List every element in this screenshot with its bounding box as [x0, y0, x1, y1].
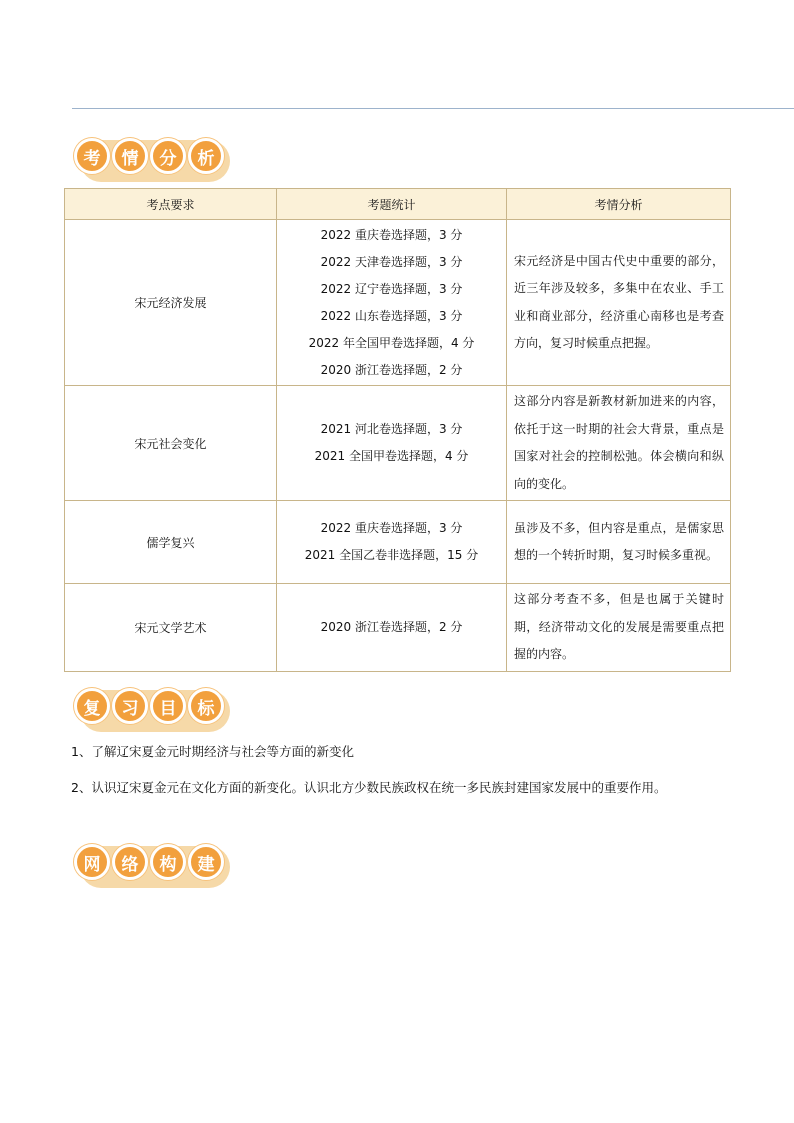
table-row: [65, 220, 731, 386]
table-header-row: [65, 189, 731, 220]
stat-line: 2020 浙江卷选择题，2 分: [320, 619, 463, 634]
analysis-cell: 这部分内容是新教材新加进来的内容，依托于这一时期的社会大背景，重点是国家对社会的控制松弛。体会横向和纵向的变化。: [507, 386, 731, 501]
section-title-char: 情: [112, 138, 148, 174]
section-title-char: 考: [74, 138, 110, 174]
stat-line: 2022 天津卷选择题，3 分: [320, 254, 463, 269]
section-title-network: [74, 840, 226, 884]
section-title-char: 习: [112, 688, 148, 724]
topic-cell: 宋元社会变化: [65, 386, 277, 501]
table-row: [65, 584, 731, 672]
topic-cell: 宋元文学艺术: [65, 584, 277, 672]
column-header-stats: 考题统计: [277, 189, 507, 220]
stat-line: 2022 年全国甲卷选择题，4 分: [308, 335, 475, 350]
stat-line: 2021 全国甲卷选择题，4 分: [314, 449, 469, 463]
analysis-cell: 虽涉及不多，但内容是重点，是儒家思想的一个转折时期，复习时候多重视。: [507, 501, 731, 584]
stat-line: 2021 河北卷选择题，3 分: [320, 422, 463, 436]
section-title-char: 目: [150, 688, 186, 724]
section-title-char: 析: [188, 138, 224, 174]
header-divider: [72, 108, 794, 109]
section-title-char: 构: [150, 844, 186, 880]
column-header-topic: 考点要求: [65, 189, 277, 220]
stat-line: 2020 浙江卷选择题，2 分: [320, 362, 463, 377]
table-row: [65, 386, 731, 501]
analysis-cell: 这部分考查不多，但是也属于关键时期，经济带动文化的发展是需要重点把握的内容。: [507, 584, 731, 672]
section-title-char: 分: [150, 138, 186, 174]
stat-line: 2021 全国乙卷非选择题，15 分: [304, 548, 479, 562]
stat-line: 2022 辽宁卷选择题，3 分: [320, 281, 463, 296]
stat-line: 2022 重庆卷选择题，3 分: [320, 227, 463, 242]
stat-line: 2022 山东卷选择题，3 分: [320, 308, 463, 323]
section-title-char: 标: [188, 688, 224, 724]
section-title-char: 建: [188, 844, 224, 880]
analysis-cell: 宋元经济是中国古代史中重要的部分，近三年涉及较多，多集中在农业、手工业和商业部分，经济重心南移也是考查方向，复习时候重点把握。: [507, 220, 731, 386]
section-title-char: 复: [74, 688, 110, 724]
stats-cell: [277, 584, 507, 672]
stats-cell: [277, 501, 507, 584]
topic-cell: 宋元经济发展: [65, 220, 277, 386]
review-goal-item: 1、了解辽宋夏金元时期经济与社会等方面的新变化: [71, 744, 354, 759]
section-title-goals: [74, 684, 226, 728]
stats-cell: [277, 386, 507, 501]
stats-cell: [277, 220, 507, 386]
topic-cell: 儒学复兴: [65, 501, 277, 584]
table-row: [65, 501, 731, 584]
exam-analysis-table: [64, 188, 731, 672]
stat-line: 2022 重庆卷选择题，3 分: [320, 521, 463, 535]
section-title-char: 网: [74, 844, 110, 880]
column-header-analysis: 考情分析: [507, 189, 731, 220]
section-title-char: 络: [112, 844, 148, 880]
review-goal-item: 2、认识辽宋夏金元在文化方面的新变化。认识北方少数民族政权在统一多民族封建国家发展中的重要作用。: [71, 780, 667, 795]
section-title-analysis: [74, 134, 226, 178]
